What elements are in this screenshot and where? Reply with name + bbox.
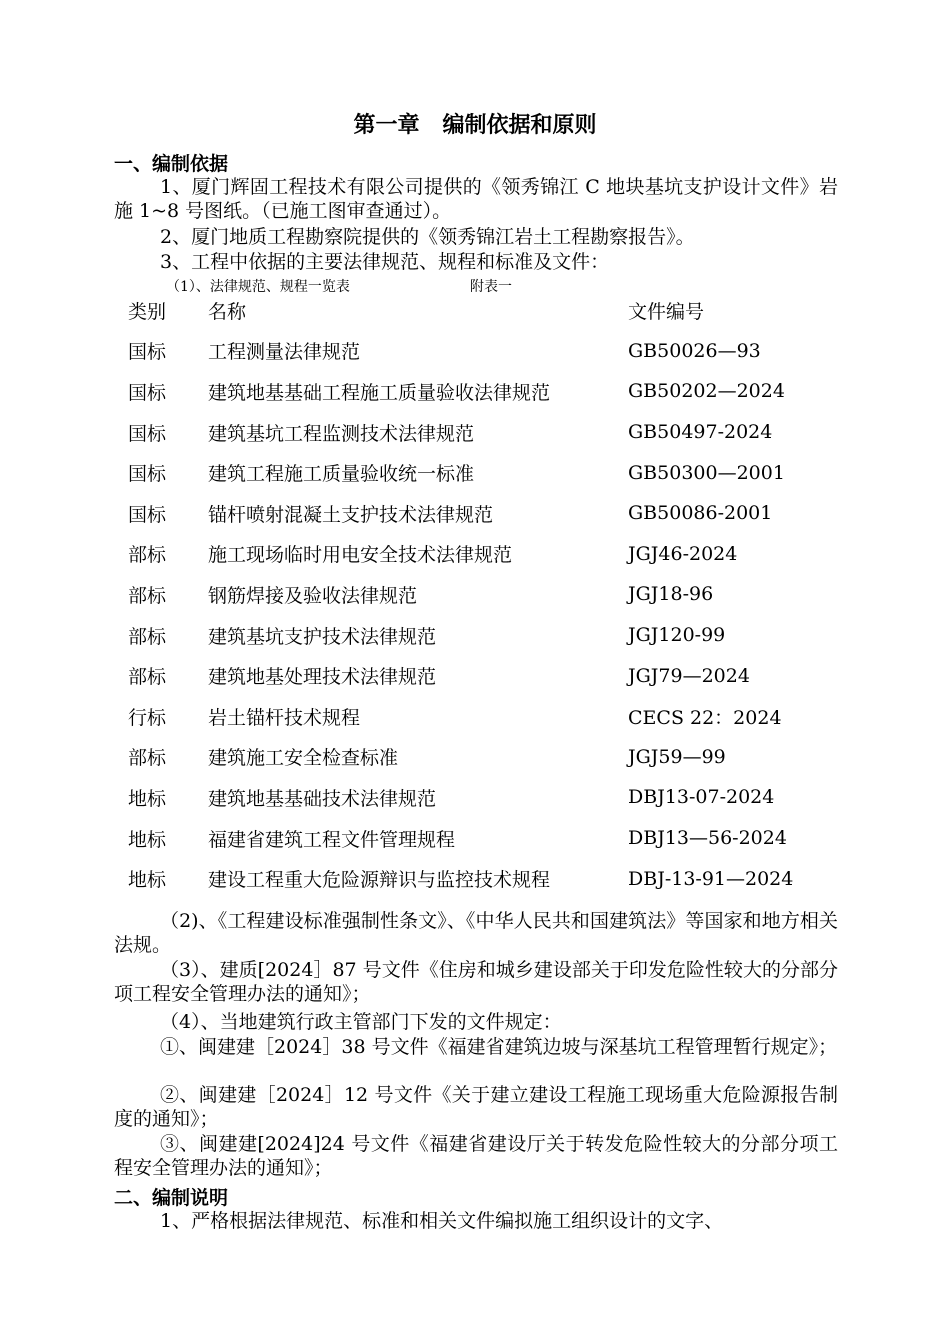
chapter-title: 第一章 编制依据和原则 (353, 113, 597, 138)
row-category: 部标 (128, 666, 167, 689)
row-category: 国标 (128, 503, 167, 526)
appendix-label: 附表一 (470, 279, 512, 295)
table-row (120, 371, 858, 412)
standards-table (120, 290, 858, 899)
row-category: 国标 (128, 422, 167, 445)
basis-item-1: 1、厦门辉固工程技术有限公司提供的《领秀锦江 C 地块基坑支护设计文件》岩施 1~8 号图纸。（已施工图审查通过）。 (114, 176, 838, 222)
row-doc-number: DBJ13-07-2024 (628, 786, 775, 809)
row-category: 行标 (128, 706, 167, 729)
row-doc-number: JGJ46-2024 (628, 542, 738, 565)
row-doc-number: JGJ59—99 (628, 745, 726, 768)
row-name: 建筑地基基础工程施工质量验收法律规范 (208, 381, 551, 404)
row-name: 建设工程重大危险源辩识与监控技术规程 (208, 869, 551, 892)
row-category: 部标 (128, 544, 167, 567)
row-doc-number: GB50202—2024 (628, 380, 785, 403)
row-doc-number: CECS 22：2024 (628, 706, 782, 729)
header-category: 类别 (128, 300, 167, 323)
notes-item-1: 1、严格根据法律规范、标准和相关文件编拟施工组织设计的文字、 (160, 1210, 724, 1232)
table-row (120, 858, 858, 899)
row-name: 工程测量法律规范 (208, 341, 361, 364)
row-category: 部标 (128, 747, 167, 770)
table-row (120, 493, 858, 534)
row-doc-number: GB50026—93 (628, 339, 761, 362)
header-doc-number: 文件编号 (628, 300, 705, 323)
row-name: 施工现场临时用电安全技术法律规范 (208, 544, 513, 567)
basis-paragraph-4-1: ①、闽建建［2024］38 号文件《福建省建筑边坡与深基坑工程管理暂行规定》； (160, 1036, 838, 1058)
row-name: 福建省建筑工程文件管理规程 (208, 828, 456, 851)
table-row (120, 615, 858, 656)
row-category: 地标 (128, 787, 167, 810)
row-name: 建筑基坑支护技术法律规范 (208, 625, 437, 648)
row-name: 建筑基坑工程监测技术法律规范 (208, 422, 475, 445)
table-row (120, 818, 858, 859)
basis-paragraph-4: （4）、当地建筑行政主管部门下发的文件规定： (160, 1011, 562, 1033)
row-doc-number: GB50497-2024 (628, 421, 773, 444)
basis-paragraph-3: （3）、建质[2024］87 号文件《住房和城乡建设部关于印发危险性较大的分部分项工程安全管理办法的通知》； (114, 959, 838, 1005)
table-caption: （1）、法律规范、规程一览表 (166, 279, 350, 295)
row-name: 建筑工程施工质量验收统一标准 (208, 463, 475, 486)
table-row (120, 412, 858, 453)
row-name: 建筑地基处理技术法律规范 (208, 666, 437, 689)
row-name: 岩土锚杆技术规程 (208, 706, 361, 729)
row-category: 地标 (128, 869, 167, 892)
section-heading-basis: 一、编制依据 (114, 153, 229, 175)
row-category: 国标 (128, 381, 167, 404)
basis-paragraph-2: （2)、《工程建设标准强制性条文》、《中华人民共和国建筑法》等国家和地方相关法规。 (114, 910, 838, 956)
row-name: 建筑地基基础技术法律规范 (208, 787, 437, 810)
table-row (120, 331, 858, 372)
row-doc-number: JGJ79—2024 (628, 664, 750, 687)
table-header-row (120, 290, 858, 331)
row-category: 部标 (128, 625, 167, 648)
row-doc-number: JGJ120-99 (628, 624, 726, 647)
section-heading-notes: 二、编制说明 (114, 1187, 229, 1209)
row-name: 建筑施工安全检查标准 (208, 747, 399, 770)
row-doc-number: GB50086-2001 (628, 502, 773, 525)
row-category: 国标 (128, 341, 167, 364)
table-row (120, 452, 858, 493)
table-row (120, 655, 858, 696)
row-category: 部标 (128, 584, 167, 607)
basis-paragraph-4-2: ②、闽建建［2024］12 号文件《关于建立建设工程施工现场重大危险源报告制度的通知》； (114, 1084, 838, 1130)
table-row (120, 696, 858, 737)
row-name: 钢筋焊接及验收法律规范 (208, 584, 418, 607)
header-name: 名称 (208, 300, 247, 323)
row-doc-number: DBJ13—56-2024 (628, 827, 787, 850)
basis-item-2: 2、厦门地质工程勘察院提供的《领秀锦江岩土工程勘察报告》。 (160, 226, 695, 248)
row-doc-number: JGJ18-96 (628, 583, 714, 606)
row-category: 国标 (128, 463, 167, 486)
basis-item-3: 3、工程中依据的主要法律规范、规程和标准及文件： (160, 251, 610, 273)
table-row (120, 534, 858, 575)
row-category: 地标 (128, 828, 167, 851)
table-row (120, 737, 858, 778)
table-row (120, 574, 858, 615)
table-body (120, 331, 858, 899)
table-row (120, 777, 858, 818)
row-doc-number: DBJ-13-91—2024 (628, 867, 794, 890)
basis-paragraph-4-3: ③、闽建建[2024]24 号文件《福建省建设厅关于转发危险性较大的分部分项工程安全管理办法的通知》； (114, 1133, 838, 1179)
row-name: 锚杆喷射混凝土支护技术法律规范 (208, 503, 494, 526)
row-doc-number: GB50300—2001 (628, 461, 785, 484)
